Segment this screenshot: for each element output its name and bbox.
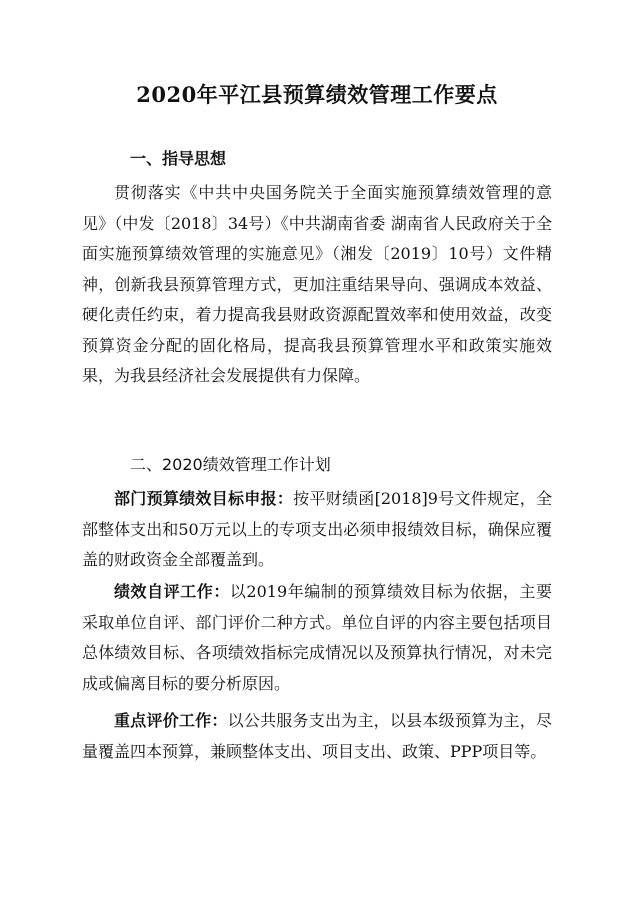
paragraph-guiding-thought <box>82 178 552 392</box>
paragraph-text: 贯彻落实《中共中央国务院关于全面实施预算绩效管理的意见》（中发〔2018〕34号）《中共湖南省委 湖南省人民政府关于全面实施预算绩效管理的实施意见》（湘发〔2019〕10号）文件精神，创新我县预算管理方式，更加注重结果导向、强调成本效益、硬化责任约束，着力提高我县财政资源配置效率和使用效益，改变预算资金分配的固化格局，提高我县预算管理水平和政策实施效果，为我县经济社会发展提供有力保障。 <box>82 183 552 385</box>
paragraph-key-evaluation <box>82 706 552 767</box>
section-heading-work-plan: 二、2020绩效管理工作计划 <box>130 455 331 474</box>
section-heading-guiding-thought: 一、指导思想 <box>130 149 227 168</box>
paragraph-self-evaluation <box>82 577 552 699</box>
paragraph-target-declaration <box>82 484 552 576</box>
paragraph-lead: 绩效自评工作： <box>114 582 230 601</box>
paragraph-lead: 部门预算绩效目标申报： <box>114 489 294 508</box>
paragraph-text: 以2019年编制的预算绩效目标为依据，主要采取单位自评、部门评价二种方式。单位自评的内容主要包括项目总体绩效目标、各项绩效指标完成情况以及预算执行情况，对未完成或偏离目标的要分析原因。 <box>82 582 552 693</box>
paragraph-lead: 重点评价工作： <box>114 711 228 730</box>
paragraph-text: 按平财绩函[2018]9号文件规定，全部整体支出和50万元以上的专项支出必须申报绩效目标，确保应覆盖的财政资金全部覆盖到。 <box>82 489 552 569</box>
document-title: 2020年平江县预算绩效管理工作要点 <box>136 82 498 107</box>
paragraph-text: 以公共服务支出为主，以县本级预算为主，尽量覆盖四本预算，兼顾整体支出、项目支出、政策、PPP项目等。 <box>82 711 552 761</box>
